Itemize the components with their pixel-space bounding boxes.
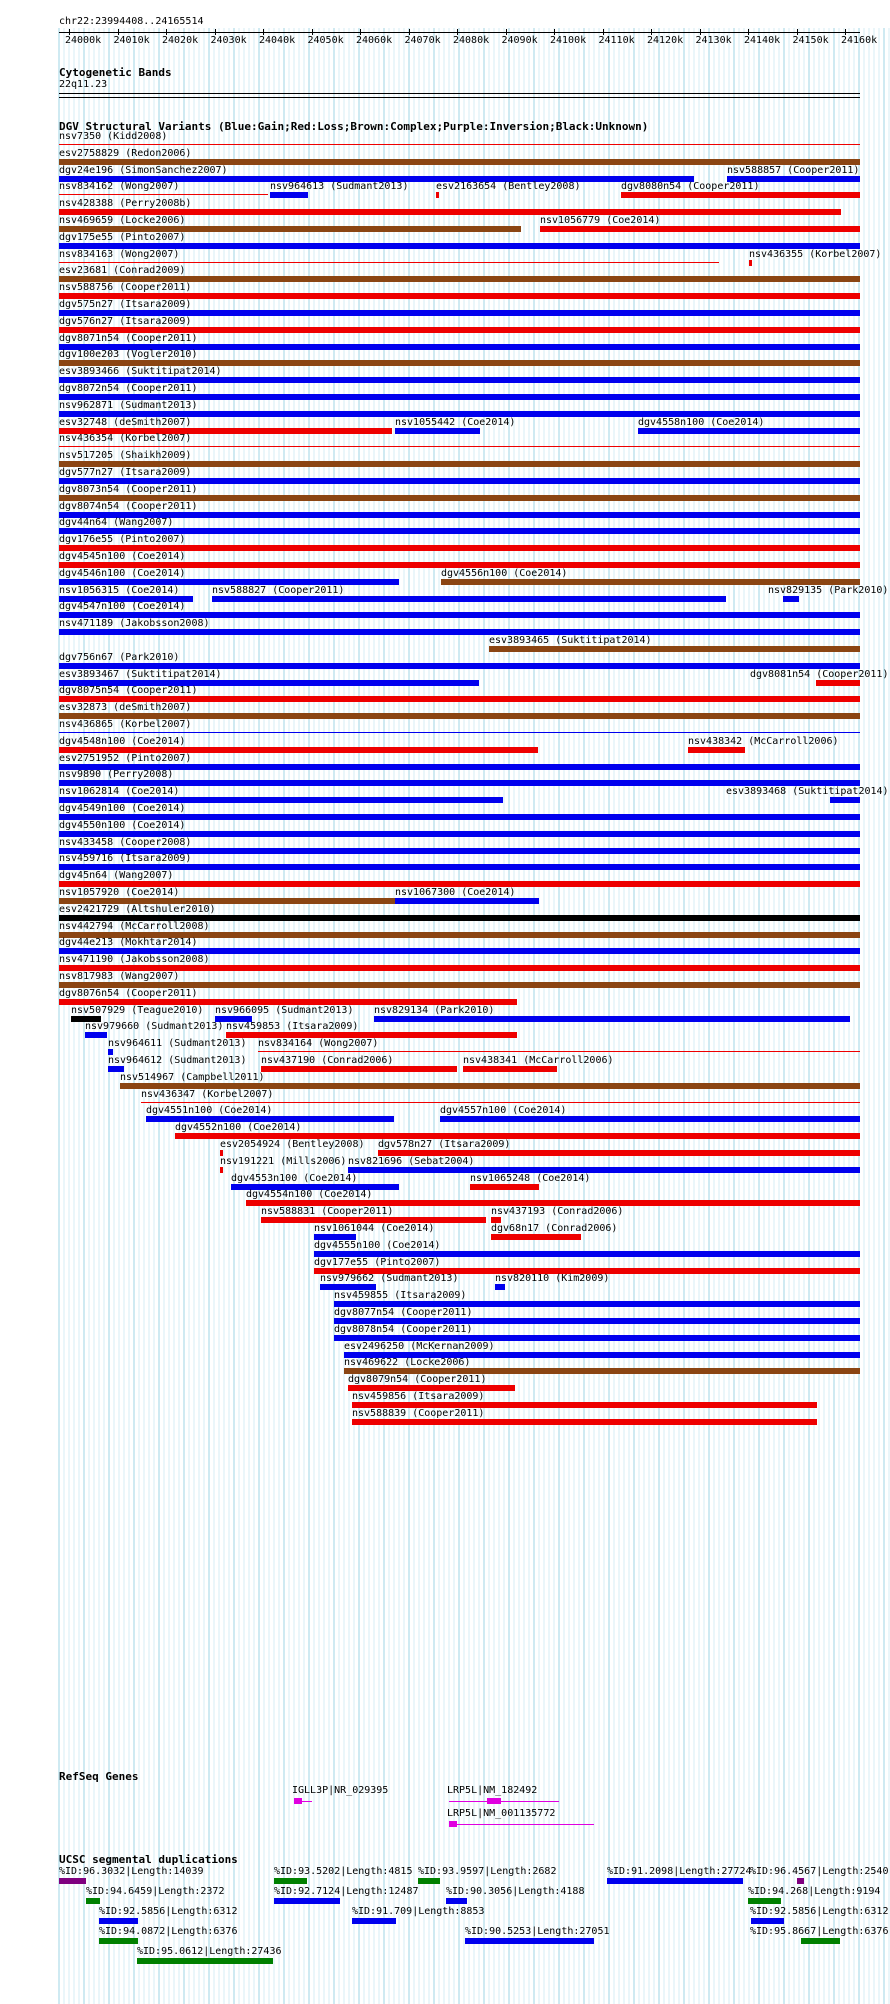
variant-label[interactable]: dgv8072n54 (Cooper2011) [59,383,198,394]
variant-label[interactable]: dgv4549n100 (Coe2014) [59,803,186,814]
variant-label[interactable]: dgv44n64 (Wang2007) [59,517,174,529]
variant-label[interactable]: dgv8080n54 (Cooper2011) [621,181,760,193]
variant-bar-gain[interactable] [348,1167,860,1173]
variant-label[interactable]: nsv1065248 (Coe2014) [470,1172,591,1184]
segdup-label[interactable]: %ID:90.3056|Length:4188 [446,1886,585,1897]
variant-label[interactable]: dgv577n27 (Itsara2009) [59,467,192,478]
ruler-tick-label: 24020k [162,35,199,46]
variant-bar-gain[interactable] [59,732,860,733]
cytoband-label: 22q11.23 [59,79,108,90]
variant-label[interactable]: esv2758829 (Redon2006) [59,147,192,159]
ruler-tick-label: 24150k [792,35,829,46]
variant-label[interactable]: nsv436347 (Korbel2007) [141,1088,274,1100]
variant-bar-gain[interactable] [212,596,726,602]
variant-bar-loss[interactable] [540,226,860,232]
segdup-bar[interactable] [99,1918,138,1924]
variant-label[interactable]: nsv433458 (Cooper2008) [59,836,192,848]
variant-label[interactable]: nsv438342 (McCarroll2006) [688,735,839,747]
ruler-tick-label: 24050k [307,35,344,46]
gene-label[interactable]: IGLL3P|NR_029395 [292,1785,389,1796]
variant-label[interactable]: dgv578n27 (Itsara2009) [378,1139,511,1150]
variant-label[interactable]: esv2054924 (Bentley2008) [220,1139,365,1150]
ruler-tick-label: 24030k [210,35,247,46]
segdup-bar[interactable] [418,1878,440,1884]
gene-model[interactable] [449,1824,594,1825]
variant-label[interactable]: nsv437193 (Conrad2006) [491,1206,624,1218]
variant-bar-gain[interactable] [59,764,860,770]
variant-bar-loss[interactable] [352,1419,817,1425]
segdup-bar[interactable] [748,1898,781,1904]
variant-label[interactable]: dgv8081n54 (Cooper2011) [750,668,889,680]
cytoband-track-title: Cytogenetic Bands [59,66,172,79]
variant-label[interactable]: nsv834164 (Wong2007) [258,1038,379,1050]
gene-exon [487,1798,501,1804]
segdup-label[interactable]: %ID:94.268|Length:9194 [748,1886,881,1897]
gene-exon [449,1821,457,1827]
segdup-bar[interactable] [446,1898,467,1904]
variant-label[interactable]: dgv4556n100 (Coe2014) [441,567,568,579]
variant-label[interactable]: esv2163654 (Bentley2008) [436,181,581,193]
variant-label[interactable]: nsv9890 (Perry2008) [59,769,174,781]
variant-label[interactable]: nsv436355 (Korbel2007) [749,248,882,260]
variant-label[interactable]: nsv962871 (Sudmant2013) [59,399,198,411]
variant-label[interactable]: nsv834162 (Wong2007) [59,181,180,193]
segdup-label[interactable]: %ID:96.4567|Length:2540 [750,1866,889,1877]
variant-bar-loss[interactable] [59,262,719,263]
variant-label[interactable]: esv32873 (deSmith2007) [59,702,192,714]
variant-label[interactable]: esv3893467 (Suktitipat2014) [59,668,222,680]
segdup-label[interactable]: %ID:92.5856|Length:6312 [750,1906,889,1917]
variant-label[interactable]: nsv442794 (McCarroll2008) [59,920,210,932]
ruler-tick-label: 24080k [453,35,490,46]
variant-label[interactable]: nsv588857 (Cooper2011) [727,164,860,176]
segdup-bar[interactable] [801,1938,840,1944]
variant-bar-loss[interactable] [749,260,752,266]
variant-label[interactable]: dgv4551n100 (Coe2014) [146,1105,273,1117]
variant-label[interactable]: nsv979662 (Sudmant2013) [320,1273,459,1285]
variant-label[interactable]: dgv4547n100 (Coe2014) [59,601,186,613]
variant-label[interactable]: dgv177e55 (Pinto2007) [314,1256,441,1268]
variant-label[interactable]: nsv428388 (Perry2008b) [59,198,192,210]
variant-bar-loss[interactable] [258,1051,860,1052]
segdup-bar[interactable] [137,1958,273,1964]
variant-label[interactable]: dgv575n27 (Itsara2009) [59,299,192,310]
variant-label[interactable]: nsv7350 (Kidd2008) [59,131,168,142]
variant-label[interactable]: nsv469622 (Locke2006) [344,1357,471,1369]
segdup-track-title: UCSC segmental duplications [59,1853,238,1866]
variant-label[interactable]: dgv8074n54 (Cooper2011) [59,500,198,512]
segdup-bar[interactable] [59,1878,86,1884]
variant-bar-gain[interactable] [395,898,539,904]
ruler-tick-label: 24100k [550,35,587,46]
variant-bar-loss[interactable] [816,680,860,686]
variant-label[interactable]: dgv4555n100 (Coe2014) [314,1239,441,1251]
variant-bar-gain[interactable] [374,1016,850,1022]
variant-bar-loss[interactable] [621,192,860,198]
variant-label[interactable]: dgv175e55 (Pinto2007) [59,231,186,243]
variant-label[interactable]: esv2751952 (Pinto2007) [59,752,192,764]
variant-label[interactable]: nsv834163 (Wong2007) [59,248,180,260]
variant-label[interactable]: dgv8077n54 (Cooper2011) [334,1307,473,1318]
variant-label[interactable]: dgv8079n54 (Cooper2011) [348,1374,487,1386]
track-divider [59,93,860,94]
variant-label[interactable]: nsv964613 (Sudmant2013) [270,181,409,193]
variant-label[interactable]: dgv4558n100 (Coe2014) [638,416,765,428]
variant-label[interactable]: nsv507929 (Teague2010) [71,1004,204,1016]
gene-exon [294,1798,302,1804]
segdup-label[interactable]: %ID:94.6459|Length:2372 [86,1886,225,1897]
variant-label[interactable]: nsv1056315 (Coe2014) [59,584,180,596]
variant-label[interactable]: nsv817983 (Wang2007) [59,971,180,982]
segdup-bar[interactable] [797,1878,804,1884]
variant-label[interactable]: dgv45n64 (Wang2007) [59,870,174,882]
variant-bar-gain[interactable] [495,1284,505,1290]
variant-label[interactable]: nsv829134 (Park2010) [374,1004,495,1016]
variant-label[interactable]: dgv4550n100 (Coe2014) [59,819,186,831]
variant-bar-gain[interactable] [85,1032,107,1038]
variant-label[interactable]: nsv1062814 (Coe2014) [59,786,180,798]
variant-bar-gain[interactable] [59,512,860,518]
segdup-label[interactable]: %ID:92.5856|Length:6312 [99,1906,238,1917]
variant-label[interactable]: dgv4552n100 (Coe2014) [175,1122,302,1134]
variant-label[interactable]: nsv829135 (Park2010) [768,584,889,596]
gene-model[interactable] [449,1801,559,1802]
segdup-label[interactable]: %ID:94.0872|Length:6376 [99,1926,238,1937]
variant-label[interactable]: nsv1055442 (Coe2014) [395,416,516,428]
ruler-tick-label: 24120k [647,35,684,46]
variant-bar-loss[interactable] [463,1066,557,1072]
ruler-tick-label: 24130k [695,35,732,46]
gene-label[interactable]: LRP5L|NM_182492 [447,1785,538,1796]
variant-label[interactable]: dgv8073n54 (Cooper2011) [59,483,198,495]
variant-label[interactable]: dgv8076n54 (Cooper2011) [59,987,198,999]
segdup-label[interactable]: %ID:95.8667|Length:6376 [750,1926,889,1937]
variant-label[interactable]: dgv4553n100 (Coe2014) [231,1172,358,1184]
variant-label[interactable]: nsv1067300 (Coe2014) [395,887,516,898]
variant-bar-gain[interactable] [440,1116,860,1122]
segdup-bar[interactable] [86,1898,100,1904]
variant-label[interactable]: dgv8075n54 (Cooper2011) [59,685,198,697]
variant-label[interactable]: nsv964612 (Sudmant2013) [108,1055,247,1066]
segdup-bar[interactable] [751,1918,784,1924]
variant-label[interactable]: nsv979660 (Sudmant2013) [85,1021,224,1033]
variant-label[interactable]: nsv471189 (Jakobsson2008) [59,618,210,630]
ruler-tick-label: 24140k [744,35,781,46]
variant-bar-gain[interactable] [395,428,480,434]
variant-bar-loss[interactable] [59,144,860,145]
variant-label[interactable]: nsv517205 (Shaikh2009) [59,450,192,462]
variant-label[interactable]: nsv471190 (Jakobsson2008) [59,954,210,966]
variant-bar-loss[interactable] [220,1167,223,1173]
variant-label[interactable]: esv3893468 (Suktitipat2014) [726,786,889,798]
variant-label[interactable]: dgv8078n54 (Cooper2011) [334,1323,473,1335]
variant-bar-loss[interactable] [436,192,439,198]
variant-label[interactable]: nsv459716 (Itsara2009) [59,853,192,865]
variant-label[interactable]: nsv1057920 (Coe2014) [59,887,180,898]
variant-label[interactable]: esv2496250 (McKernan2009) [344,1340,495,1352]
segdup-label[interactable]: %ID:90.5253|Length:27051 [465,1926,610,1937]
track-divider [59,97,860,98]
variant-bar-loss[interactable] [688,747,745,753]
variant-label[interactable]: nsv437190 (Conrad2006) [261,1055,394,1066]
variant-bar-gain[interactable] [270,192,308,198]
variant-bar-loss[interactable] [261,1066,457,1072]
ruler-tick-label: 24090k [501,35,538,46]
variant-label[interactable]: nsv459853 (Itsara2009) [226,1021,359,1033]
variant-label[interactable]: nsv588839 (Cooper2011) [352,1407,485,1419]
ruler-tick-label: 24070k [404,35,441,46]
variant-label[interactable]: dgv68n17 (Conrad2006) [491,1223,618,1234]
variant-bar-loss[interactable] [59,446,860,447]
ruler-tick-label: 24040k [259,35,296,46]
variant-bar-gain[interactable] [59,864,860,870]
variant-label[interactable]: dgv4554n100 (Coe2014) [246,1189,373,1201]
segdup-label[interactable]: %ID:93.9597|Length:2682 [418,1866,557,1877]
refseq-track-title: RefSeq Genes [59,1770,139,1783]
segdup-label[interactable]: %ID:93.5202|Length:4815 [274,1866,413,1877]
variant-label[interactable]: nsv436865 (Korbel2007) [59,719,192,730]
variant-label[interactable]: nsv588831 (Cooper2011) [261,1206,394,1218]
variant-label[interactable]: dgv4546n100 (Coe2014) [59,567,186,579]
variant-label[interactable]: dgv4557n100 (Coe2014) [440,1105,567,1117]
variant-bar-gain[interactable] [783,596,799,602]
variant-label[interactable]: nsv1056779 (Coe2014) [540,215,661,226]
variant-label[interactable]: nsv966095 (Sudmant2013) [215,1004,354,1016]
segdup-bar[interactable] [607,1878,743,1884]
variant-label[interactable]: dgv4548n100 (Coe2014) [59,735,186,747]
variant-label[interactable]: nsv821696 (Sebat2004) [348,1155,475,1167]
ruler-tick-label: 24060k [356,35,393,46]
variant-label[interactable]: dgv44e213 (Mokhtar2014) [59,937,198,949]
variant-bar-gain[interactable] [638,428,860,434]
variant-label[interactable]: nsv514967 (Campbell2011) [120,1071,265,1083]
ruler-tick-label: 24110k [598,35,635,46]
variant-label[interactable]: esv2421729 (Altshuler2010) [59,903,216,915]
variant-bar-complex[interactable] [489,646,860,652]
variant-label[interactable]: dgv8071n54 (Cooper2011) [59,332,198,344]
gene-label[interactable]: LRP5L|NM_001135772 [447,1808,556,1819]
segdup-bar[interactable] [99,1938,138,1944]
ruler-tick-label: 24000k [65,35,102,46]
variant-bar-loss[interactable] [141,1102,860,1103]
ruler-axis [59,32,860,33]
segdup-label[interactable]: %ID:95.0612|Length:27436 [137,1946,282,1957]
segdup-label[interactable]: %ID:92.7124|Length:12487 [274,1886,419,1897]
variant-label[interactable]: nsv820110 (Kim2009) [495,1273,610,1285]
variant-label[interactable]: esv3893466 (Suktitipat2014) [59,366,222,378]
dgv-track-title: DGV Structural Variants (Blue:Gain;Red:Loss;Brown:Complex;Purple:Inversion;Black:Unknown) [59,120,649,133]
variant-label[interactable]: nsv438341 (McCarroll2006) [463,1055,614,1066]
variant-label[interactable]: nsv469659 (Locke2006) [59,215,186,226]
variant-label[interactable]: dgv4545n100 (Coe2014) [59,551,186,562]
variant-label[interactable]: nsv191221 (Mills2006) [220,1155,347,1167]
variant-label[interactable]: nsv588827 (Cooper2011) [212,584,345,596]
variant-label[interactable]: nsv588756 (Cooper2011) [59,282,192,294]
segdup-bar[interactable] [465,1938,594,1944]
ruler-tick-label: 24010k [113,35,150,46]
segdup-label[interactable]: %ID:91.2098|Length:27724 [607,1866,752,1877]
variant-bar-gain[interactable] [830,797,860,803]
segdup-label[interactable]: %ID:91.709|Length:8853 [352,1906,485,1917]
variant-label[interactable]: dgv100e203 (Vogler2010) [59,349,198,361]
variant-label[interactable]: nsv459855 (Itsara2009) [334,1290,467,1302]
variant-label[interactable]: nsv459856 (Itsara2009) [352,1391,485,1402]
segdup-label[interactable]: %ID:96.3032|Length:14039 [59,1866,204,1877]
segdup-bar[interactable] [274,1898,340,1904]
variant-label[interactable]: esv3893465 (Suktitipat2014) [489,635,652,646]
ruler-tick-label: 24160k [841,35,878,46]
variant-label[interactable]: dgv756n67 (Park2010) [59,651,180,663]
chromosome-position: chr22:23994408..24165514 [59,16,204,27]
variant-label[interactable]: dgv576n27 (Itsara2009) [59,315,192,327]
variant-label[interactable]: nsv964611 (Sudmant2013) [108,1038,247,1050]
variant-bar-loss[interactable] [59,194,268,195]
segdup-bar[interactable] [274,1878,307,1884]
variant-label[interactable]: esv23681 (Conrad2009) [59,265,186,277]
variant-label[interactable]: nsv1061044 (Coe2014) [314,1223,435,1234]
variant-bar-loss[interactable] [470,1184,539,1190]
variant-bar-loss[interactable] [491,1234,581,1240]
variant-label[interactable]: nsv436354 (Korbel2007) [59,433,192,445]
variant-bar-gain[interactable] [59,629,860,635]
variant-label[interactable]: dgv24e196 (SimonSanchez2007) [59,164,228,176]
variant-label[interactable]: dgv176e55 (Pinto2007) [59,534,186,546]
variant-label[interactable]: esv32748 (deSmith2007) [59,416,192,428]
segdup-bar[interactable] [352,1918,396,1924]
